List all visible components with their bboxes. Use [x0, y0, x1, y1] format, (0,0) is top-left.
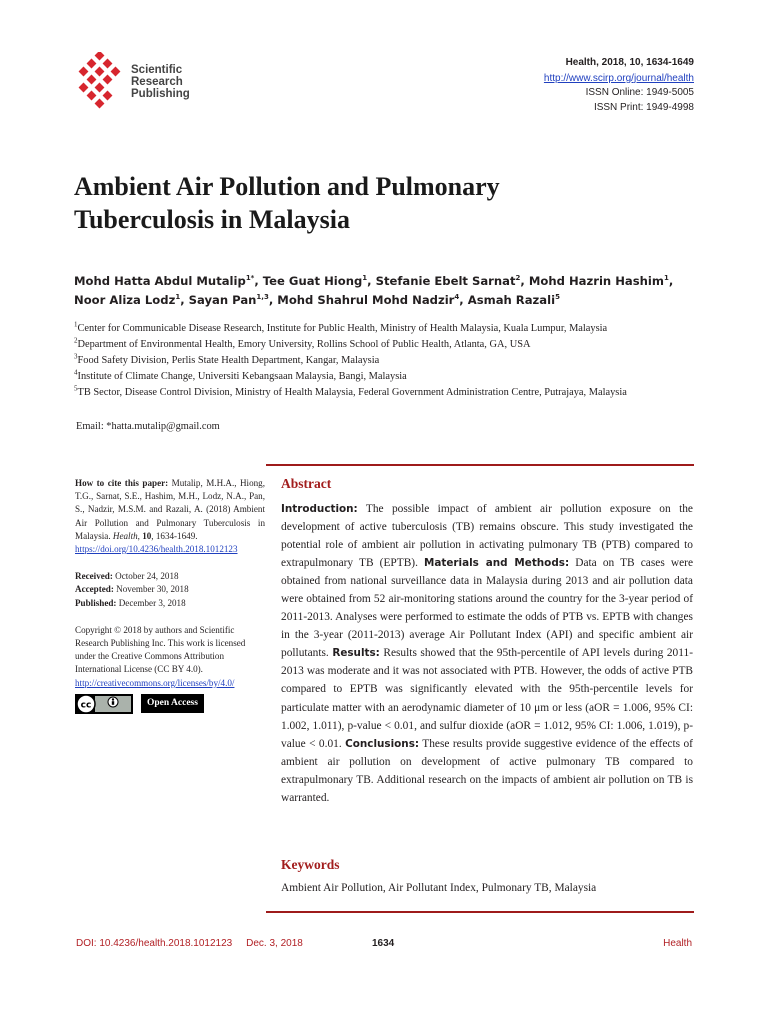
author-affil-ref: 1: [175, 293, 181, 302]
affiliation-number: 4: [74, 368, 78, 377]
intro-text: The possible impact of ambient air pollution exposure on the development of active tuberculosis (TB) remains obscure. This study investigated the potential role of ambient air pollution in activating pulmonary TB (PTB) compared to extrapulmonary TB (EPTB).: [281, 503, 693, 570]
corresponding-email[interactable]: Email: *hatta.mutalip@gmail.com: [76, 421, 220, 432]
results-text: Results showed that the 95th-percentile of API levels during 2011-2013 was moderate and it was not associated with PTB. However, the odds of active PTB compared to EPTB was significantly elevated with the 95th-percentile levels for particulate matter with an aerodynamic diameter of 10 μm or less (aOR = 1.006, 95% CI: 1.002, 1.011), p-value < 0.01, and sulfur dioxide (aOR = 1.012, 95% CI: 1.006, 1.019), p-value < 0.01.: [281, 647, 693, 750]
author-affil-ref: 1,3: [256, 293, 269, 302]
open-access-badge: [141, 694, 204, 713]
issn-print: ISSN Print: 1949-4998: [593, 101, 694, 113]
affiliation-number: 3: [74, 352, 78, 361]
received-date: October 24, 2018: [115, 571, 179, 582]
affiliation: [74, 385, 664, 401]
accepted-date: November 30, 2018: [116, 584, 189, 595]
affiliation-text: TB Sector, Disease Control Division, Ministry of Health Malaysia, Federal Government Administration Centre, Putrajaya, Malaysia: [77, 387, 627, 398]
paper-title: Ambient Air Pollution and Pulmonary Tuberculosis in Malaysia: [74, 172, 500, 234]
affiliation: [74, 369, 694, 385]
cc-by-icon[interactable]: [75, 694, 133, 714]
cite-journal: Health: [112, 530, 138, 541]
copyright-notice: Copyright © 2018 by authors and Scientific Research Publishing Inc. This work is licensed under the Creative Commons Attribution International License (CC BY 4.0).: [75, 624, 246, 675]
cite-text: Mutalip, M.H.A., Hiong, T.G., Sarnat, S.E., Hashim, M.H., Lodz, N.A., Pan, S., Nadzir, M.S.M. and Razali, A. (2018) Ambient Air Pollution and Pulmonary Tuberculosis in Malaysia.: [75, 478, 266, 541]
citation-block: How to cite this paper: Mutalip, M.H.A., Hiong, T.G., Sarnat, S.E., Hashim, M.H., Lodz, N.A., Pan, S., Nadzir, M.S.M. and Razali, A. (2018) Ambient Air Pollution and Pulmonary Tuberculosis in Malaysia. Health, 10, 1634-1649. https://doi.org/10.4236/health.2018.1012123: [75, 478, 266, 555]
page-number: 1634: [372, 938, 395, 949]
affiliation-text: Food Safety Division, Perlis State Health Department, Kangar, Malaysia: [77, 355, 380, 366]
keywords-text: Ambient Air Pollution, Air Pollutant Index, Pulmonary TB, Malaysia: [281, 882, 597, 894]
publisher-line-3: Publishing: [131, 88, 190, 100]
affiliation-number: 2: [74, 336, 78, 345]
affiliation-number: 5: [74, 384, 78, 393]
author-affil-ref: 1*: [245, 274, 255, 283]
author-name: Mohd Shahrul Mohd Nadzir: [277, 293, 455, 307]
author-name: Stefanie Ebelt Sarnat: [375, 274, 516, 288]
author-affil-ref: 5: [555, 293, 560, 302]
issn-online: ISSN Online: 1949-5005: [585, 87, 694, 98]
conclusions-label: Conclusions:: [345, 737, 420, 750]
author-name: Tee Guat Hiong: [262, 274, 363, 288]
affiliation-list: [74, 321, 694, 401]
license-link[interactable]: http://creativecommons.org/licenses/by/4.0/: [75, 677, 235, 688]
abstract-top-rule: [266, 464, 694, 466]
publisher-name: [131, 64, 190, 100]
received-label: Received:: [75, 571, 113, 582]
svg-text:cc: cc: [80, 700, 92, 711]
affiliation-text: Department of Environmental Health, Emory University, Rollins School of Public Health, Atlanta, GA, USA: [77, 339, 531, 350]
affiliation-number: 1: [74, 320, 78, 329]
cite-pages: , 1634-1649.: [151, 530, 198, 541]
journal-info: [544, 56, 694, 115]
affiliation: [74, 353, 694, 369]
open-access-label: Open Access: [147, 698, 198, 709]
author-name: Asmah Razali: [467, 293, 556, 307]
author-affil-ref: 1: [362, 274, 368, 283]
cite-doi-link[interactable]: https://doi.org/10.4236/health.2018.1012123: [75, 544, 238, 555]
author-affil-ref: 4: [454, 293, 460, 302]
keywords-heading: Keywords: [281, 857, 340, 872]
author-list: Mohd Hatta Abdul Mutalip$^{1*}$, Tee Guat Hiong$^1$, Stefanie Ebelt Sarnat$^2$, Mohd Hazrin Hashim$^1$, Noor Aliza Lodz$^1$, Sayan Pan$^{1,3}$, Mohd Shahrul Mohd Nadzir$^4$, Asmah Razali$^5$: [74, 274, 674, 307]
author-name: Mohd Hatta Abdul Mutalip: [74, 274, 246, 288]
dates-block: [75, 570, 265, 610]
abstract-body: [281, 500, 693, 807]
article-sidebar: [75, 477, 265, 714]
affiliation: [74, 337, 694, 353]
affiliation: [74, 321, 694, 337]
affiliation-text: Center for Communicable Disease Research, Institute for Public Health, Ministry of Health Malaysia, Kuala Lumpur, Malaysia: [77, 323, 608, 334]
publisher-line-1: Scientific: [131, 64, 183, 76]
cite-volume: 10: [142, 530, 152, 541]
methods-text: Data on TB cases were obtained from national surveillance data in Malaysia during 2013 and air pollution data were obtained from 52 air-monitoring stations around the country for the 3-year period of 2011-2013. Analyses were performed to estimate the odds of PTB vs. EPTB with changes in the 3-year (2011-2013) average Air Pollutant Index (API) and specific ambient air pollutants.: [281, 557, 694, 660]
intro-label: Introduction:: [281, 503, 358, 515]
author-name: Mohd Hazrin Hashim: [528, 274, 664, 288]
abstract-bottom-rule: [266, 911, 694, 913]
abstract-heading: Abstract: [281, 476, 332, 491]
cite-label: How to cite this paper:: [75, 478, 169, 488]
footer-doi[interactable]: DOI: 10.4236/health.2018.1012123 Dec. 3, 2018: [76, 938, 303, 949]
results-label: Results:: [332, 647, 380, 660]
footer-journal: Health: [663, 938, 692, 949]
journal-url-link[interactable]: http://www.scirp.org/journal/health: [543, 72, 694, 84]
author-name: Sayan Pan: [188, 293, 257, 307]
affiliation-text: Institute of Climate Change, Universiti Kebangsaan Malaysia, Bangi, Malaysia: [77, 371, 407, 382]
published-date: December 3, 2018: [118, 597, 186, 608]
published-label: Published:: [75, 597, 117, 608]
journal-citation: Health, 2018, 10, 1634-1649: [565, 57, 694, 68]
author-affil-ref: 1: [663, 274, 669, 283]
methods-label: Materials and Methods:: [424, 557, 570, 570]
author-name: Noor Aliza Lodz: [74, 293, 176, 307]
license-badges: [75, 694, 265, 714]
author-affil-ref: 2: [515, 274, 521, 283]
conclusions-text: These results provide suggestive evidence of the effects of ambient air pollution on development of active pulmonary TB compared to extrapulmonary TB. Additional research on the impacts of ambient air pollution on TB is warranted.: [281, 737, 693, 804]
accepted-label: Accepted:: [75, 584, 114, 595]
publisher-line-2: Research: [131, 76, 183, 88]
